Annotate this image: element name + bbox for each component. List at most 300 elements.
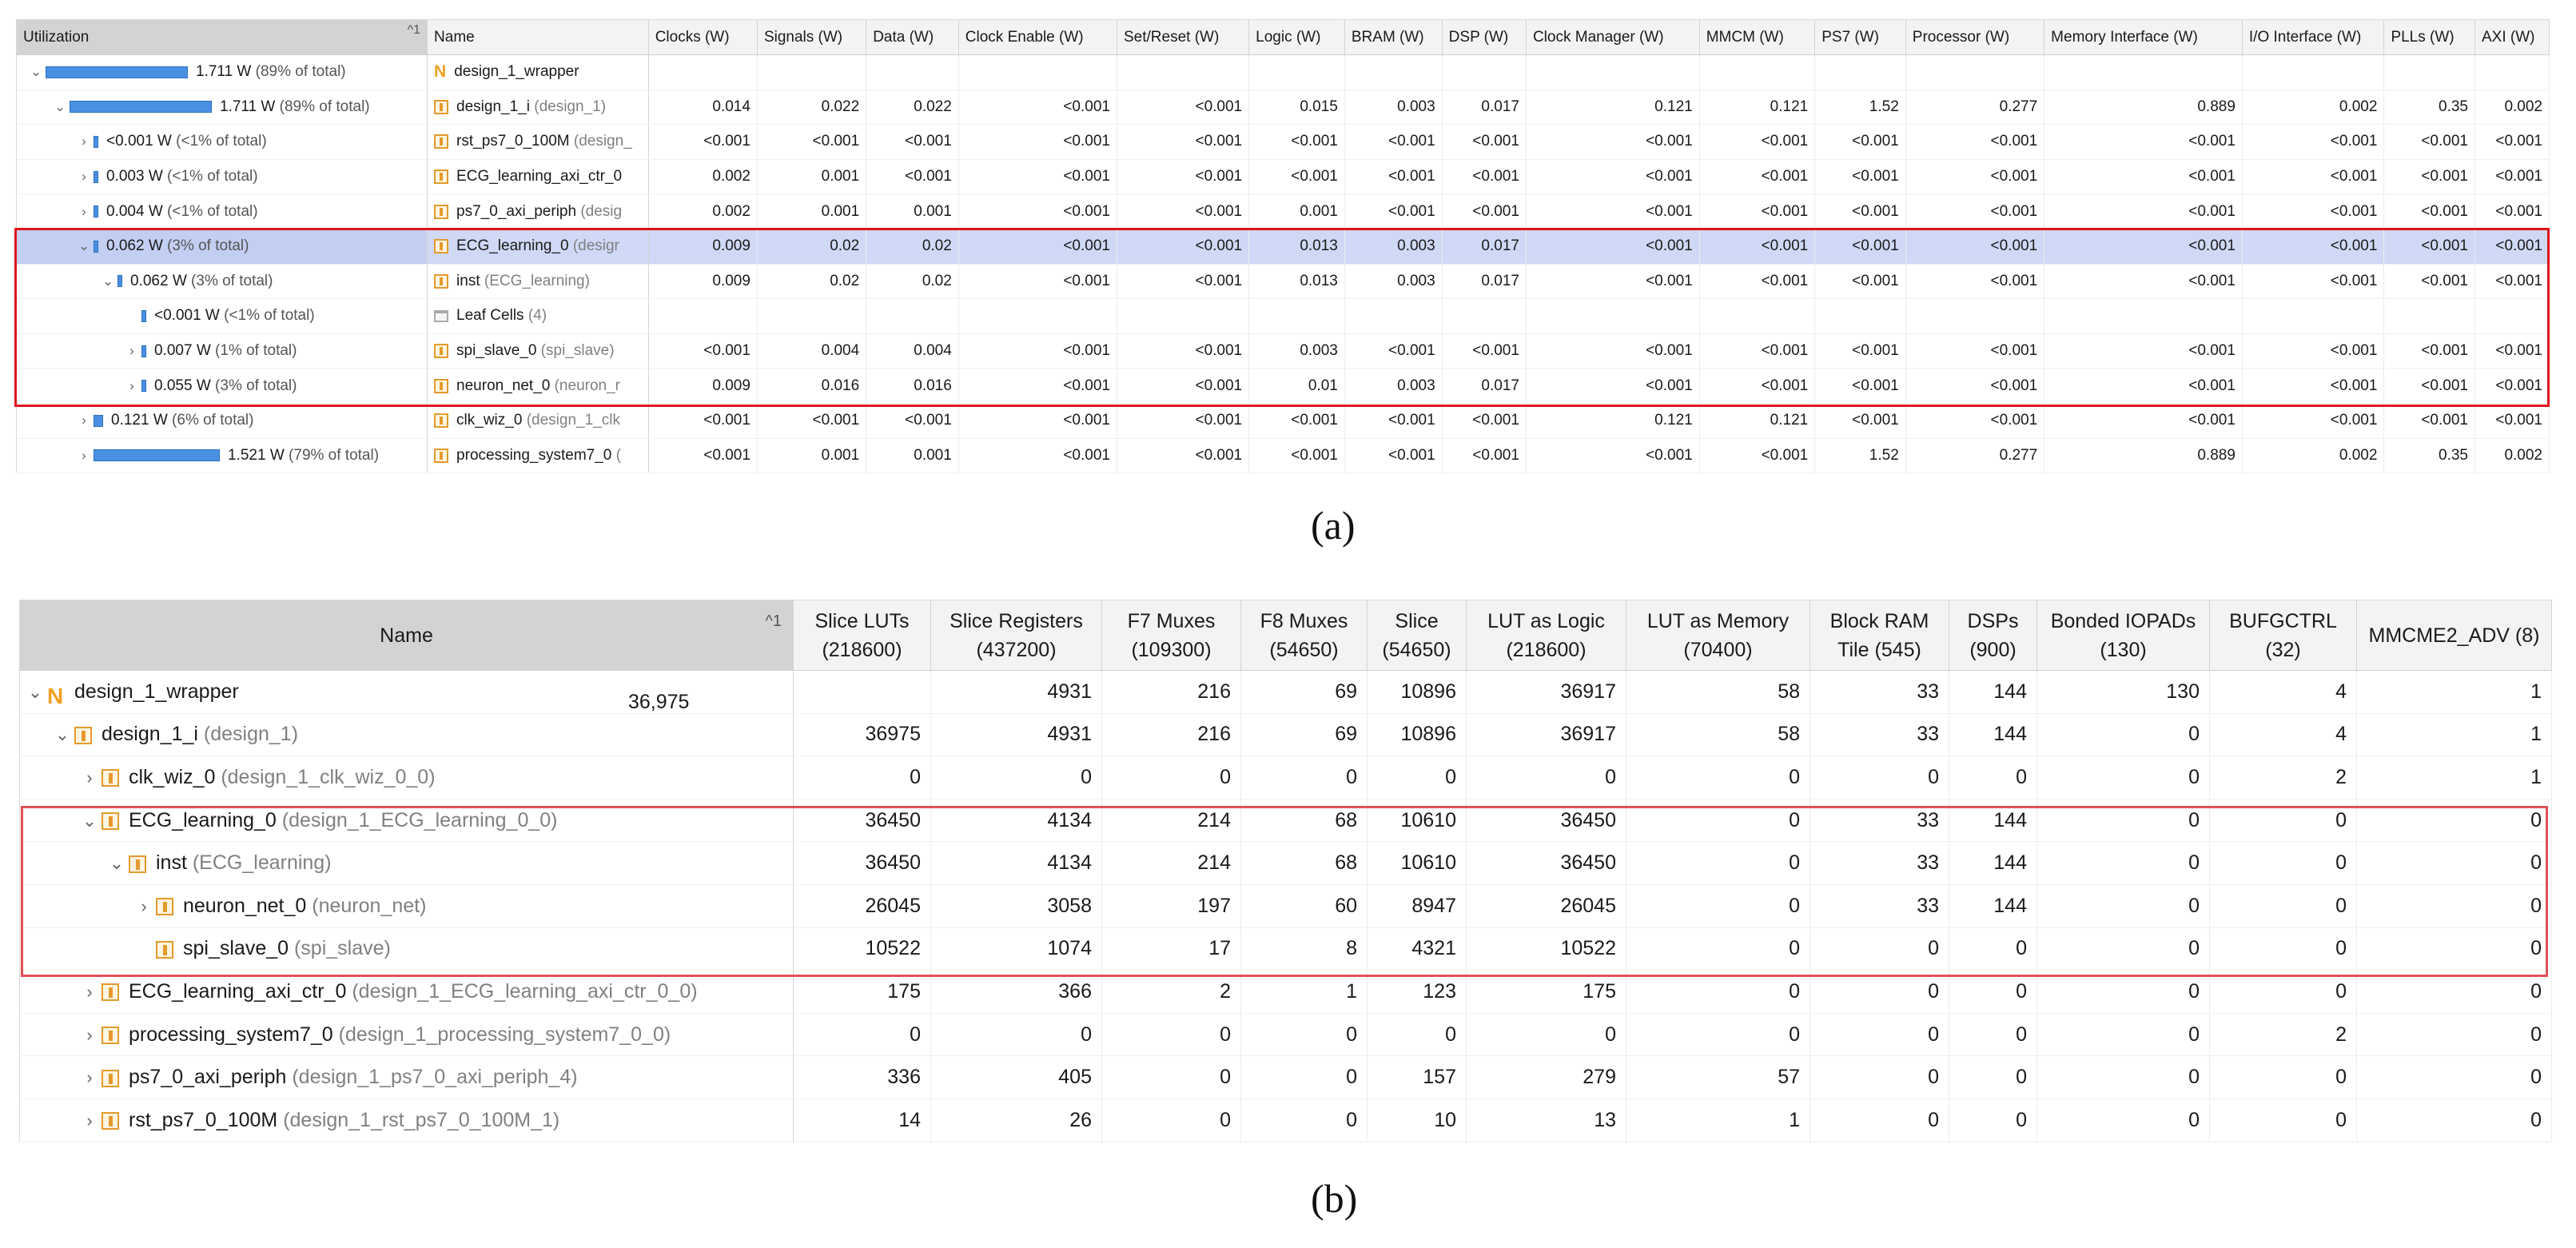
utilization-row[interactable] [20, 671, 2552, 714]
value-cell: 10522 [1467, 927, 1626, 971]
module-name: (desigr [572, 237, 619, 255]
value-cell: <0.001 [1699, 333, 1815, 369]
value-cell: <0.001 [1526, 369, 1699, 404]
value-cell: <0.001 [2242, 125, 2384, 160]
value-cell: <0.001 [2242, 369, 2384, 404]
instance-icon [102, 983, 119, 1001]
value-cell: 36975 [794, 713, 931, 756]
value-cell: <0.001 [1249, 403, 1345, 438]
name-cell [20, 713, 794, 756]
value-cell: 0 [1949, 971, 2037, 1014]
value-cell: 0 [1467, 756, 1626, 799]
value-cell: <0.001 [1699, 125, 1815, 160]
column-header-bonded-iopads[interactable]: Bonded IOPADs (130) [2037, 600, 2210, 671]
utilization-row[interactable] [20, 971, 2552, 1014]
instance-icon [434, 449, 448, 463]
chevron-right-icon[interactable]: › [86, 1110, 93, 1130]
name-cell [20, 1098, 794, 1142]
instance-icon [102, 1027, 119, 1044]
value-cell: 0.009 [648, 264, 757, 299]
value-cell: 0 [2357, 971, 2552, 1014]
chevron-down-icon[interactable]: ⌄ [27, 681, 43, 702]
value-cell: <0.001 [2044, 333, 2243, 369]
value-cell: 216 [1102, 713, 1241, 756]
chevron-right-icon[interactable]: › [86, 981, 93, 1002]
value-cell: <0.001 [2384, 194, 2475, 229]
value-cell: <0.001 [757, 125, 866, 160]
value-cell: <0.001 [1344, 438, 1442, 473]
value-cell: 0 [2357, 799, 2552, 842]
value-cell [866, 55, 959, 90]
value-cell: 0 [1626, 799, 1810, 842]
value-cell: 36450 [794, 799, 931, 842]
caption-a: (a) [1311, 503, 1356, 548]
value-cell: 0.002 [2474, 438, 2549, 473]
value-cell: 0.003 [1344, 229, 1442, 264]
value-cell: 144 [1949, 713, 2037, 756]
value-cell: <0.001 [1699, 369, 1815, 404]
column-header-processor[interactable]: Processor (W) [1905, 20, 2044, 55]
instance-name: ECG_learning_0 [129, 808, 277, 831]
module-name: (design_1_ECG_learning_0_0) [281, 808, 558, 831]
column-header-plls[interactable]: PLLs (W) [2384, 20, 2475, 55]
column-header-name[interactable] [20, 600, 794, 671]
chevron-down-icon[interactable]: ⌄ [109, 853, 125, 874]
column-header-set-reset[interactable]: Set/Reset (W) [1117, 20, 1248, 55]
power-row[interactable] [17, 55, 2550, 90]
value-cell: 175 [1467, 971, 1626, 1014]
value-cell: 0 [1810, 1098, 1949, 1142]
value-cell: <0.001 [958, 194, 1117, 229]
value-cell: <0.001 [1117, 159, 1248, 194]
value-cell: 0 [1626, 756, 1810, 799]
utilization-cell [17, 438, 428, 473]
power-row[interactable] [17, 438, 2550, 473]
module-name: (design_ [573, 133, 632, 150]
value-cell: 4 [2210, 671, 2357, 714]
name-cell [428, 264, 649, 299]
utilization-row[interactable] [20, 1013, 2552, 1056]
utilization-row[interactable] [20, 1098, 2552, 1142]
value-cell: <0.001 [2384, 125, 2475, 160]
utilization-row[interactable] [20, 756, 2552, 799]
value-cell: 144 [1949, 842, 2037, 885]
instance-name: processing_system7_0 [129, 1023, 333, 1046]
power-bar [94, 136, 98, 148]
value-cell: 130 [2037, 671, 2210, 714]
column-header-slice-luts[interactable]: Slice LUTs (218600) [794, 600, 931, 671]
value-cell: <0.001 [1815, 403, 1906, 438]
chevron-right-icon[interactable]: › [86, 1024, 93, 1045]
power-row[interactable] [17, 403, 2550, 438]
power-row[interactable] [17, 90, 2550, 125]
value-cell: <0.001 [866, 125, 959, 160]
power-row[interactable] [17, 369, 2550, 404]
power-percent: (<1% of total) [224, 307, 315, 325]
power-value: 1.711 W [196, 63, 252, 81]
utilization-cell [17, 90, 428, 125]
value-cell: 0 [1102, 756, 1241, 799]
power-value: 0.062 W [106, 237, 163, 255]
instance-icon [434, 134, 448, 149]
value-cell: 0.001 [866, 194, 959, 229]
column-header-f7-muxes[interactable]: F7 Muxes (109300) [1102, 600, 1241, 671]
instance-icon [434, 169, 448, 184]
value-cell: 1.52 [1815, 438, 1906, 473]
utilization-row[interactable] [20, 842, 2552, 885]
instance-name: design_1_i [456, 98, 530, 115]
value-cell: 0 [1102, 1056, 1241, 1099]
power-percent: (89% of total) [279, 98, 370, 115]
name-cell [428, 403, 649, 438]
chevron-right-icon[interactable]: › [82, 169, 86, 185]
value-cell: 214 [1102, 799, 1241, 842]
instance-icon [102, 769, 119, 787]
chevron-down-icon[interactable]: ⌄ [30, 64, 42, 80]
power-percent: (<1% of total) [167, 202, 258, 220]
value-cell: 0 [794, 1013, 931, 1056]
value-cell: 1 [2357, 713, 2552, 756]
power-bar [141, 380, 146, 392]
value-cell: 10522 [794, 927, 931, 971]
column-header-io-interface[interactable]: I/O Interface (W) [2242, 20, 2384, 55]
column-header-slice[interactable]: Slice (54650) [1368, 600, 1467, 671]
column-header-mmcm[interactable]: MMCM (W) [1699, 20, 1815, 55]
value-cell: 0 [1949, 756, 2037, 799]
chevron-down-icon[interactable]: ⌄ [102, 273, 114, 289]
instance-name: rst_ps7_0_100M [456, 133, 570, 150]
chevron-right-icon[interactable]: › [82, 134, 86, 150]
value-cell: 216 [1102, 671, 1241, 714]
value-cell: <0.001 [1526, 194, 1699, 229]
column-header-name[interactable]: Name [428, 20, 649, 55]
chevron-down-icon[interactable]: ⌄ [54, 98, 66, 114]
column-header-clock-enable[interactable]: Clock Enable (W) [958, 20, 1117, 55]
value-cell: 57 [1626, 1056, 1810, 1099]
value-cell: <0.001 [2384, 159, 2475, 194]
value-cell: 144 [1949, 884, 2037, 927]
value-cell: <0.001 [1117, 194, 1248, 229]
power-value: <0.001 W [154, 307, 220, 325]
value-cell: <0.001 [866, 159, 959, 194]
chevron-right-icon[interactable]: › [82, 413, 86, 429]
chevron-right-icon[interactable]: › [141, 895, 147, 916]
power-percent: (3% of total) [191, 272, 273, 289]
value-cell: <0.001 [1699, 229, 1815, 264]
value-cell: 33 [1810, 799, 1949, 842]
value-cell: <0.001 [1526, 125, 1699, 160]
name-cell [428, 438, 649, 473]
value-cell: <0.001 [2242, 194, 2384, 229]
column-header-f8-muxes[interactable]: F8 Muxes (54650) [1241, 600, 1368, 671]
value-cell: <0.001 [958, 159, 1117, 194]
value-cell: 0 [2357, 884, 2552, 927]
power-bar [117, 275, 122, 287]
value-cell: 4 [2210, 713, 2357, 756]
value-cell: 0 [1626, 842, 1810, 885]
value-cell: 0 [1241, 1013, 1368, 1056]
instance-name: inst [456, 272, 480, 289]
value-cell: 36450 [794, 842, 931, 885]
value-cell: 58 [1626, 713, 1810, 756]
value-cell: 2 [1102, 971, 1241, 1014]
value-cell: 0.016 [757, 369, 866, 404]
utilization-row[interactable] [20, 927, 2552, 971]
value-cell [757, 299, 866, 334]
column-header-data[interactable]: Data (W) [866, 20, 959, 55]
utilization-header-row [20, 600, 2552, 671]
value-cell: 58 [1626, 671, 1810, 714]
value-cell [1117, 299, 1248, 334]
value-cell: <0.001 [958, 333, 1117, 369]
value-cell [866, 299, 959, 334]
value-cell: 4134 [931, 842, 1102, 885]
module-name: (neuron_net) [312, 894, 427, 917]
column-header-logic[interactable]: Logic (W) [1249, 20, 1345, 55]
value-cell: <0.001 [1344, 403, 1442, 438]
column-header-bufgctrl[interactable]: BUFGCTRL (32) [2210, 600, 2357, 671]
value-cell: 0.121 [1699, 403, 1815, 438]
column-header-dsps[interactable]: DSPs (900) [1949, 600, 2037, 671]
column-header-dsp[interactable]: DSP (W) [1442, 20, 1526, 55]
value-cell: <0.001 [1526, 159, 1699, 194]
value-cell: 10610 [1368, 799, 1467, 842]
value-cell: 8947 [1368, 884, 1467, 927]
power-row[interactable] [17, 194, 2550, 229]
module-name: (design_1_processing_system7_0_0) [338, 1023, 671, 1046]
column-header-lut-as-memory[interactable]: LUT as Memory (70400) [1626, 600, 1810, 671]
value-cell: 0.017 [1442, 369, 1526, 404]
value-cell: 0 [1810, 1056, 1949, 1099]
power-bar [94, 205, 98, 217]
column-header-clock-manager[interactable]: Clock Manager (W) [1526, 20, 1699, 55]
instance-name: design_1_i [102, 723, 198, 746]
instance-icon [434, 379, 448, 393]
value-cell: 69 [1241, 713, 1368, 756]
value-cell: <0.001 [1815, 194, 1906, 229]
value-cell: 0.002 [648, 194, 757, 229]
value-cell: 26045 [794, 884, 931, 927]
column-header-axi[interactable]: AXI (W) [2474, 20, 2549, 55]
power-value: <0.001 W [106, 133, 172, 150]
utilization-row[interactable] [20, 884, 2552, 927]
power-percent: (79% of total) [289, 446, 380, 464]
value-cell: 0 [931, 756, 1102, 799]
value-cell: 68 [1241, 799, 1368, 842]
power-bar [94, 415, 103, 427]
chevron-down-icon[interactable]: ⌄ [82, 810, 98, 831]
value-cell: 0.016 [866, 369, 959, 404]
chevron-right-icon[interactable]: › [86, 767, 93, 787]
chevron-down-icon[interactable]: ⌄ [54, 724, 70, 745]
value-cell: 157 [1368, 1056, 1467, 1099]
instance-icon [74, 727, 92, 744]
value-cell: 0 [2037, 1056, 2210, 1099]
column-header-utilization[interactable] [17, 20, 428, 55]
column-header-lut-as-logic[interactable]: LUT as Logic (218600) [1467, 600, 1626, 671]
power-row[interactable] [17, 125, 2550, 160]
value-cell: 0 [2037, 1098, 2210, 1142]
name-cell [428, 369, 649, 404]
value-cell: <0.001 [1442, 403, 1526, 438]
value-cell: <0.001 [2474, 194, 2549, 229]
power-row[interactable] [17, 159, 2550, 194]
value-cell: 123 [1368, 971, 1467, 1014]
value-cell: 0.02 [757, 264, 866, 299]
value-cell: <0.001 [2384, 229, 2475, 264]
value-cell [1699, 299, 1815, 334]
instance-name: clk_wiz_0 [129, 765, 216, 788]
value-cell: 0 [1949, 1056, 2037, 1099]
power-row[interactable] [17, 264, 2550, 299]
value-cell: <0.001 [958, 264, 1117, 299]
value-cell: <0.001 [2474, 369, 2549, 404]
name-cell [20, 799, 794, 842]
value-cell: <0.001 [1905, 159, 2044, 194]
column-header-clocks[interactable]: Clocks (W) [648, 20, 757, 55]
value-cell: 26 [931, 1098, 1102, 1142]
module-name: (design_1_clk [526, 412, 620, 429]
value-cell: 0.013 [1249, 264, 1345, 299]
value-cell [2242, 299, 2384, 334]
value-cell: 0 [2210, 1098, 2357, 1142]
value-cell: <0.001 [2384, 403, 2475, 438]
utilization-report-table [19, 600, 2552, 1142]
value-cell: 0 [1949, 1013, 2037, 1056]
value-cell: 197 [1102, 884, 1241, 927]
value-cell: <0.001 [1117, 125, 1248, 160]
instance-name: design_1_wrapper [454, 63, 579, 81]
value-cell: 0.009 [648, 229, 757, 264]
value-cell: 0.004 [866, 333, 959, 369]
value-cell: 0.121 [1526, 90, 1699, 125]
value-cell: 0 [2357, 842, 2552, 885]
power-percent: (<1% of total) [167, 168, 258, 185]
value-cell: <0.001 [2474, 229, 2549, 264]
column-header-bram[interactable]: BRAM (W) [1344, 20, 1442, 55]
value-cell: 1 [1241, 971, 1368, 1014]
name-cell [20, 756, 794, 799]
name-cell [428, 125, 649, 160]
value-cell: 144 [1949, 671, 2037, 714]
value-cell: <0.001 [1117, 438, 1248, 473]
value-cell: <0.001 [1249, 125, 1345, 160]
column-label: Name [380, 624, 433, 647]
value-cell [1117, 55, 1248, 90]
value-cell: <0.001 [2384, 333, 2475, 369]
value-cell: <0.001 [1249, 159, 1345, 194]
chevron-right-icon[interactable]: › [129, 343, 134, 359]
value-cell: <0.001 [2044, 229, 2243, 264]
value-cell: <0.001 [648, 125, 757, 160]
value-cell: 0.003 [1249, 333, 1345, 369]
column-header-signals[interactable]: Signals (W) [757, 20, 866, 55]
instance-name: ps7_0_axi_periph [129, 1066, 287, 1089]
utilization-cell [17, 55, 428, 90]
value-cell: <0.001 [2044, 403, 2243, 438]
module-name: (neuron_r [554, 377, 620, 394]
value-cell: 0.004 [757, 333, 866, 369]
value-cell: <0.001 [648, 333, 757, 369]
column-header-mmcme2-adv[interactable]: MMCME2_ADV (8) [2357, 600, 2552, 671]
value-cell: <0.001 [1117, 229, 1248, 264]
instance-icon [434, 100, 448, 114]
value-cell: 0 [1626, 971, 1810, 1014]
instance-icon [434, 344, 448, 358]
value-cell: 214 [1102, 842, 1241, 885]
utilization-cell [17, 264, 428, 299]
name-cell [20, 1013, 794, 1056]
chevron-right-icon[interactable]: › [129, 377, 134, 393]
value-cell [1699, 55, 1815, 90]
power-row[interactable] [17, 299, 2550, 334]
value-cell: 0.017 [1442, 90, 1526, 125]
value-cell: 10896 [1368, 713, 1467, 756]
value-cell: 0.02 [757, 229, 866, 264]
instance-icon [102, 1070, 119, 1087]
utilization-row[interactable] [20, 799, 2552, 842]
power-row[interactable] [17, 333, 2550, 369]
value-cell: 0 [2210, 884, 2357, 927]
power-header-row [17, 20, 2550, 55]
utilization-row[interactable] [20, 713, 2552, 756]
utilization-row[interactable] [20, 1056, 2552, 1099]
utilization-cell [17, 333, 428, 369]
power-row[interactable] [17, 229, 2550, 264]
value-cell [2384, 55, 2475, 90]
value-cell: <0.001 [2044, 125, 2243, 160]
column-header-ps7[interactable]: PS7 (W) [1815, 20, 1906, 55]
value-cell: 0 [2037, 884, 2210, 927]
value-cell: <0.001 [648, 438, 757, 473]
value-cell: <0.001 [1815, 264, 1906, 299]
column-header-block-ram-tile[interactable]: Block RAM Tile (545) [1810, 600, 1949, 671]
power-value: 0.007 W [154, 342, 211, 360]
value-cell: 10 [1368, 1098, 1467, 1142]
value-cell: 0 [931, 1013, 1102, 1056]
chevron-down-icon[interactable]: ⌄ [78, 238, 90, 254]
value-cell: 1.52 [1815, 90, 1906, 125]
value-cell: 0.002 [2474, 90, 2549, 125]
value-cell [958, 299, 1117, 334]
value-cell: <0.001 [2044, 194, 2243, 229]
value-cell: 0 [1626, 1013, 1810, 1056]
value-cell: 10896 [1368, 671, 1467, 714]
value-cell: 17 [1102, 927, 1241, 971]
value-cell: <0.001 [1905, 333, 2044, 369]
value-cell: 0.02 [866, 229, 959, 264]
chevron-right-icon[interactable]: › [82, 447, 86, 463]
value-cell: 0 [1368, 1013, 1467, 1056]
value-cell: 0.013 [1249, 229, 1345, 264]
top-module-icon: N [47, 684, 64, 709]
value-cell: <0.001 [1442, 438, 1526, 473]
value-cell: 4321 [1368, 927, 1467, 971]
value-cell: <0.001 [1442, 159, 1526, 194]
value-cell: 0.277 [1905, 438, 2044, 473]
column-header-slice-registers[interactable]: Slice Registers (437200) [931, 600, 1102, 671]
name-cell [428, 229, 649, 264]
value-cell: 8 [1241, 927, 1368, 971]
power-value: 0.055 W [154, 377, 211, 394]
value-cell: <0.001 [2474, 333, 2549, 369]
value-cell: <0.001 [1117, 333, 1248, 369]
chevron-right-icon[interactable]: › [82, 203, 86, 219]
column-header-memory-interface[interactable]: Memory Interface (W) [2044, 20, 2243, 55]
value-cell: 0.017 [1442, 229, 1526, 264]
chevron-right-icon[interactable]: › [86, 1067, 93, 1088]
power-percent: (1% of total) [215, 342, 297, 360]
